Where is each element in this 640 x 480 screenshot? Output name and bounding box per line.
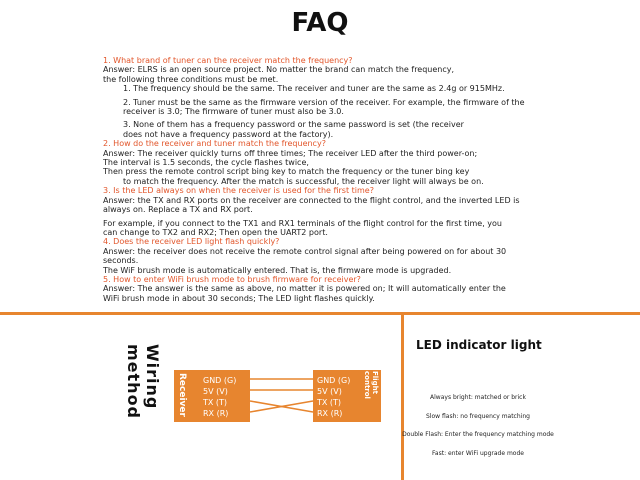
faq-question-4: 4. Does the receiver LED light flash quickly? xyxy=(103,237,280,247)
led-indicator-list xyxy=(402,394,554,468)
led-fast-flash: Fast: enter WiFi upgrade mode xyxy=(432,449,524,457)
page-title: FAQ xyxy=(291,8,349,38)
faq-answer-line: For example, if you connect to the TX1 and RX1 terminals of the flight control for the first time, you xyxy=(103,218,502,228)
faq-answer-line: to match the frequency. After the match is successful, the receiver light will always be on. xyxy=(123,176,484,186)
faq-question-3: 3. Is the LED always on when the receiver is used for the first time? xyxy=(103,186,374,196)
fc-pin-gnd: GND (G) xyxy=(317,376,351,385)
fc-pin-tx: TX (T) xyxy=(317,398,342,407)
led-double-flash: Double Flash: Enter the frequency matching mode xyxy=(402,431,554,438)
faq-answer-line: Answer: ELRS is an open source project. No matter the brand can match the frequency, xyxy=(103,65,455,75)
faq-question-2: 2. How do the receiver and tuner match the frequency? xyxy=(103,139,326,149)
faq-condition-2-cont: receiver is 3.0; The firmware of tuner must also be 3.0. xyxy=(123,107,344,117)
led-indicator-title: LED indicator light xyxy=(416,338,542,352)
faq-answer-line: Answer: The receiver quickly turns off three times; The receiver LED after the third power-on; xyxy=(103,148,478,158)
faq-answer-line: Answer: The answer is the same as above, no matter it is powered on; It will automatically enter the xyxy=(103,284,506,294)
wiring-method-title: Wiring method xyxy=(124,344,162,420)
faq-answer-line: The WiF brush mode is automatically entered. That is, the firmware mode is upgraded. xyxy=(103,265,452,275)
faq-condition-2: 2. Tuner must be the same as the firmware version of the receiver. For example, the firmware of the xyxy=(123,97,525,107)
receiver-label: Receiver xyxy=(177,373,187,417)
faq-answer-line: always on. Replace a TX and RX port. xyxy=(103,205,253,215)
faq-condition-3-cont: does not have a frequency password at the factory). xyxy=(123,129,334,139)
faq-answer-line: Answer: the TX and RX ports on the receiver are connected to the flight control, and the inverted LED is xyxy=(103,195,520,205)
faq-answer-line: the following three conditions must be met. xyxy=(103,74,279,84)
faq-answer-line: The interval is 1.5 seconds, the cycle flashes twice, xyxy=(103,158,309,168)
faq-condition-3: 3. None of them has a frequency password or the same password is set (the receiver xyxy=(123,120,464,130)
led-always-bright: Always bright: matched or brick xyxy=(430,394,526,401)
faq-condition-1: 1. The frequency should be the same. The receiver and tuner are the same as 2.4g or 915MHz. xyxy=(123,84,505,94)
receiver-pin-rx: RX (R) xyxy=(203,409,229,418)
receiver-pin-gnd: GND (G) xyxy=(203,376,237,385)
faq-question-5: 5. How to enter WiFi brush mode to brush firmware for receiver? xyxy=(103,274,361,284)
faq-answer-line: Answer: the receiver does not receive the remote control signal after being powered on for about 30 seconds. xyxy=(103,246,507,266)
receiver-pin-5v: 5V (V) xyxy=(203,387,228,396)
faq-answer-line: Then press the remote control script bing key to match the frequency or the tuner bing key xyxy=(103,167,470,177)
led-slow-flash: Slow flash: no frequency matching xyxy=(426,412,530,420)
fc-pin-rx: RX (R) xyxy=(317,409,343,418)
faq-answer-line: can change to TX2 and RX2; Then open the UART2 port. xyxy=(103,227,328,237)
receiver-pin-tx: TX (T) xyxy=(203,398,228,407)
flight-control-label: Flight control xyxy=(363,371,379,399)
faq-answer-line: WiFi brush mode in about 30 seconds; The LED light flashes quickly. xyxy=(103,293,375,303)
fc-pin-5v: 5V (V) xyxy=(317,387,342,396)
faq-question-1: 1. What brand of tuner can the receiver match the frequency? xyxy=(103,56,353,65)
